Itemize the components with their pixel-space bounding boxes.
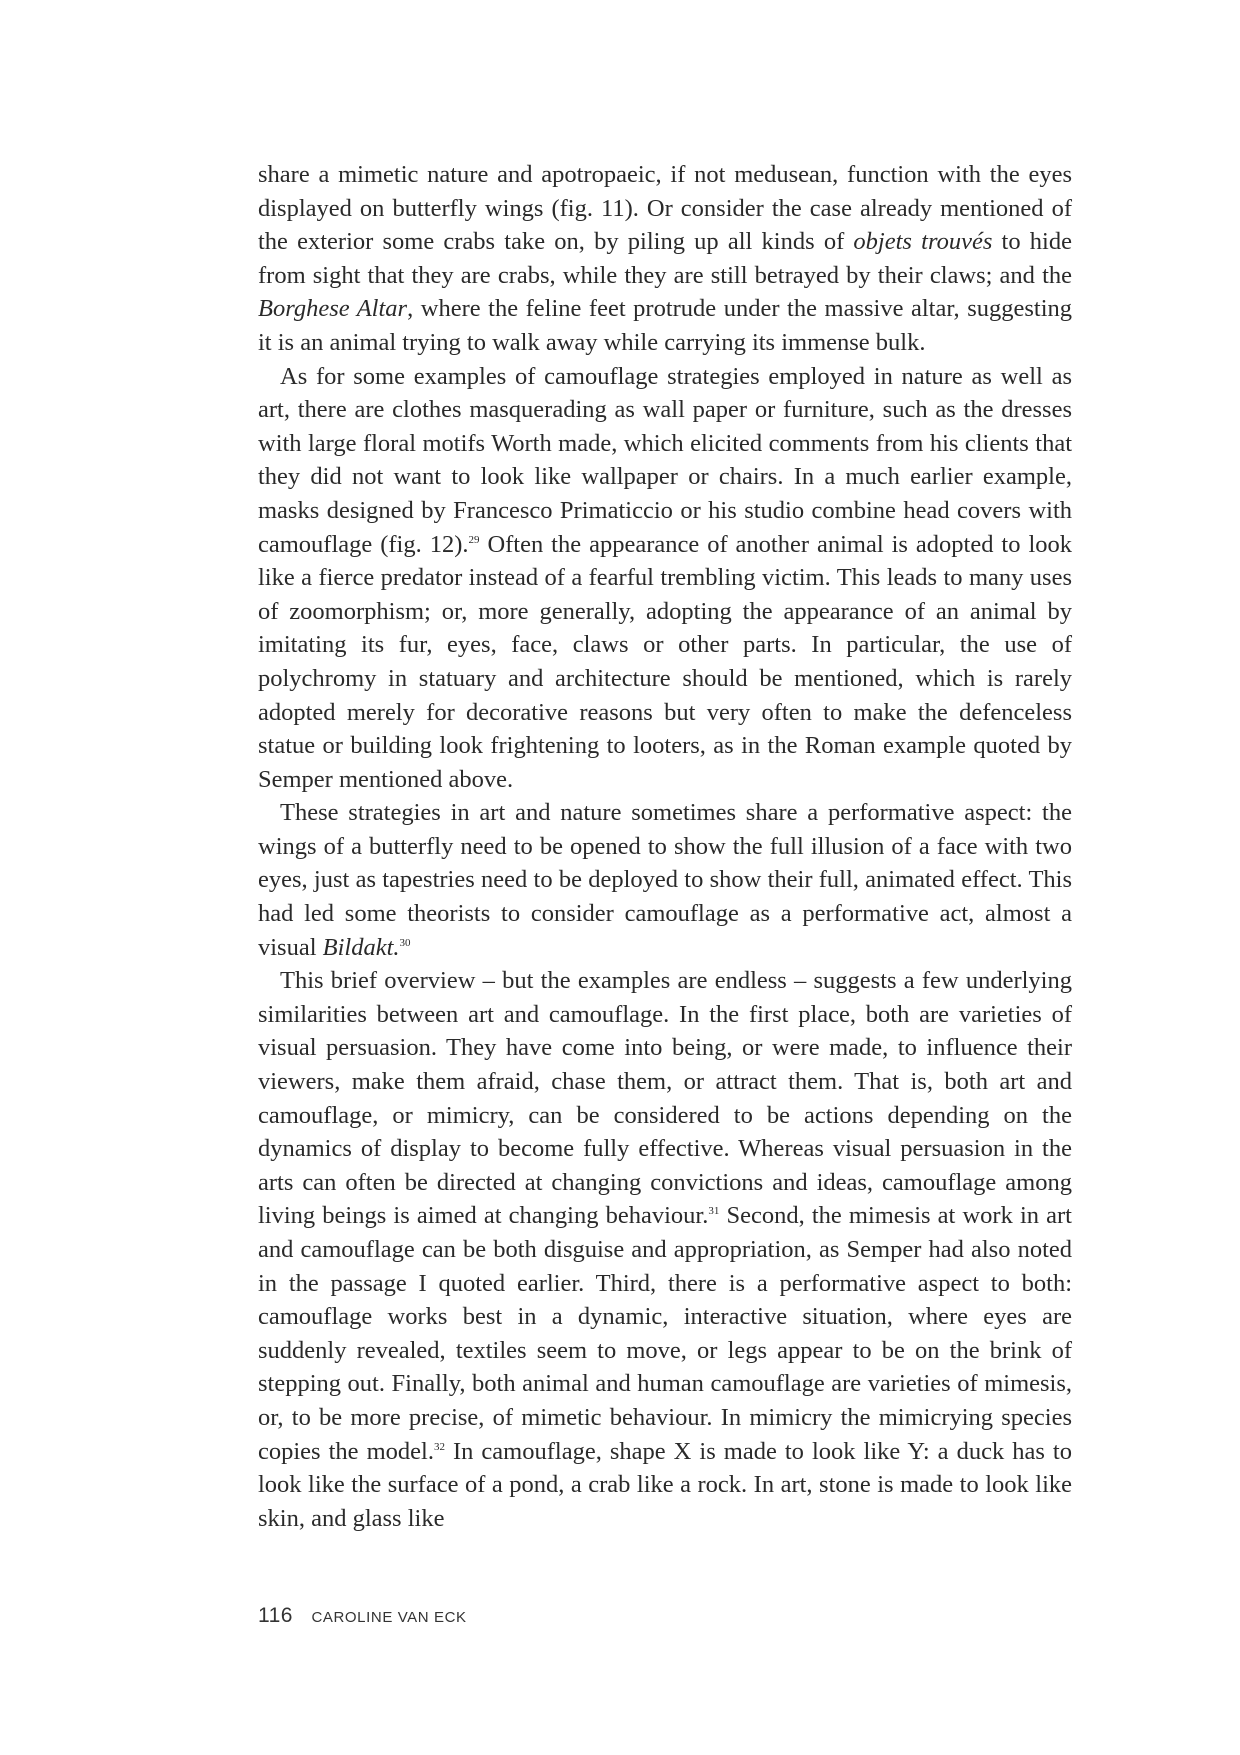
footnote-marker: 29 [468,533,480,546]
text-run: , where the feline feet protrude under the massive altar, suggesting it is an animal trying to walk away while carrying its immense bulk. [258,295,1072,356]
italic-text: Bildakt. [322,933,400,961]
italic-text: Borghese Altar [258,295,408,323]
text-run: As for some examples of camouflage strategies employed in nature as well as art, there are clothes masquerading as wall paper or furniture, such as the dresses with large floral motifs Worth made, which elicited comments from his clients that they did not want to look like wallpaper or chairs. In a much earlier example, masks designed by Francesco Primaticcio or his studio combine head covers with camouflage (fig. 12). [258,362,1072,558]
text-run: to hide from sight that they are crabs, while they are still betrayed by their claws; and the [258,228,1072,289]
paragraph [258,964,1072,1535]
paragraph [258,360,1072,797]
page-number: 116 [258,1604,293,1627]
paragraph [258,158,1072,360]
paragraph [258,796,1072,964]
running-head-author: CAROLINE VAN ECK [311,1609,467,1626]
running-footer [258,1604,467,1628]
text-run: Often the appearance of another animal is adopted to look like a fierce predator instead of a fearful trembling victim. This leads to many uses of zoomorphism; or, more generally, adopting the appearance of an animal by imitating its fur, eyes, face, claws or other parts. In particular, the use of polychromy in statuary and architecture should be mentioned, which is rarely adopted merely for decorative reasons but very often to make the defenceless statue or building look frightening to looters, as in the Roman example quoted by Semper mentioned above. [258,530,1073,793]
italic-text: objets trouvés [853,228,993,256]
footnote-marker: 30 [399,936,411,949]
text-run: This brief overview – but the examples are endless – suggests a few underlying similarities between art and camouflage. In the first place, both are varieties of visual persuasion. They have come into being, or were made, to influence their viewers, make them afraid, chase them, or attract them. That is, both art and camouflage, or mimicry, can be considered to be actions depending on the dynamics of display to become fully effective. Whereas visual persuasion in the arts can often be directed at changing convictions and ideas, camouflage among living beings is aimed at changing behaviour. [258,967,1072,1230]
text-run: Second, the mimesis at work in art and camouflage can be both disguise and appropriation, as Semper had also noted in the passage I quoted earlier. Third, there is a performative aspect to both: camouflage works best in a dynamic, interactive situation, where eyes are suddenly revealed, textiles seem to move, or legs appear to be on the brink of stepping out. Finally, both animal and human camouflage are varieties of mimesis, or, to be more precise, of mimetic behaviour. In mimicry the mimicrying species copies the model. [258,1202,1072,1465]
text-run: In camouflage, shape X is made to look like Y: a duck has to look like the surface of a pond, a crab like a rock. In art, stone is made to look like skin, and glass like [258,1437,1072,1532]
text-run: These strategies in art and nature sometimes share a performative aspect: the wings of a butterfly need to be opened to show the full illusion of a face with two eyes, just as tapestries need to be deployed to show their full, animated effect. This had led some theorists to consider camouflage as a performative act, almost a visual [258,799,1072,961]
text-run: share a mimetic nature and apotropaeic, if not medusean, function with the eyes displayed on butterfly wings (fig. 11). Or consider the case already mentioned of the exterior some crabs take on, by piling up all kinds of [258,161,1072,256]
footnote-marker: 32 [433,1440,445,1453]
footnote-marker: 31 [708,1205,720,1218]
body-text [258,158,1072,1535]
